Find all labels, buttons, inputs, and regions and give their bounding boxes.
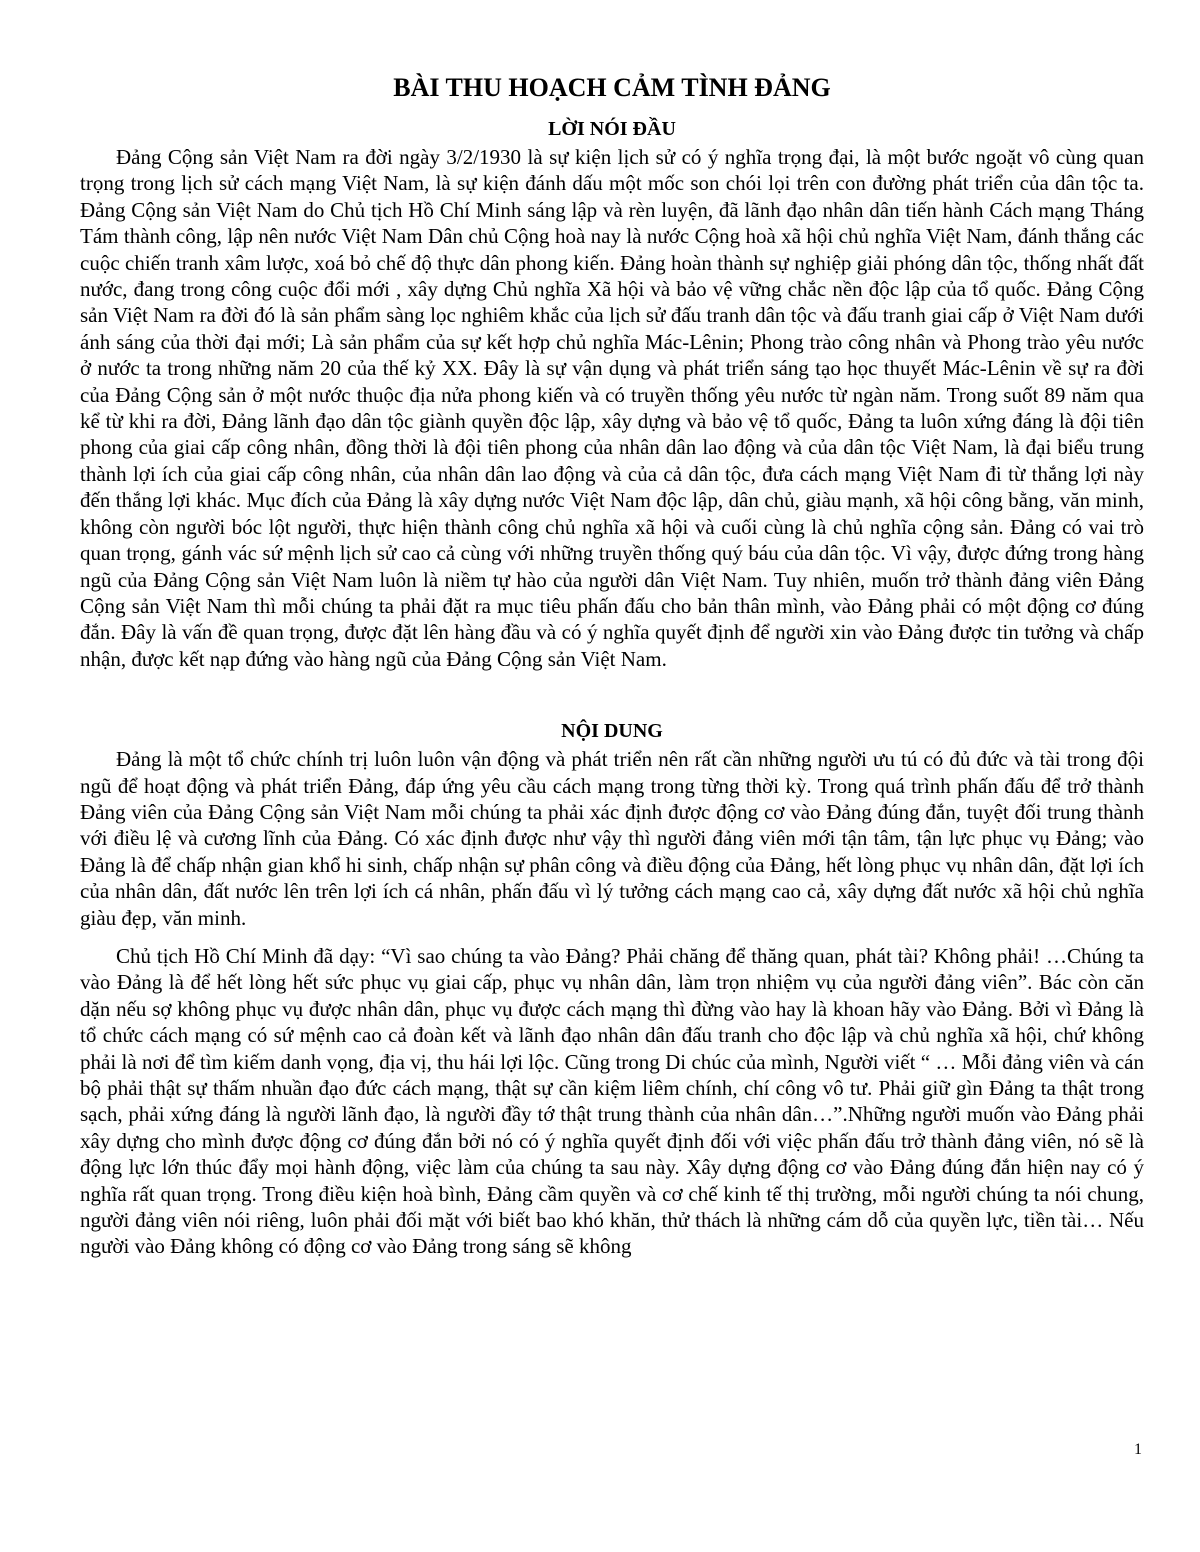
content-paragraph-2: Chủ tịch Hồ Chí Minh đã dạy: “Vì sao chúng ta vào Đảng? Phải chăng để thăng quan, phát tài? Không phải! …Chúng ta vào Đảng là để hết lòng hết sức phục vụ giai cấp, phục vụ nhân dân, làm trọn nhiệm vụ của người đảng viên”. Bác còn căn dặn nếu sợ không phục vụ được nhân dân, phục vụ được cách mạng thì đừng vào hay là khoan hãy vào Đảng. Bởi vì Đảng là tổ chức cách mạng có sứ mệnh cao cả đoàn kết và lãnh đạo nhân dân đấu tranh cho độc lập và chủ nghĩa xã hội, chứ không phải là nơi để tìm kiếm danh vọng, địa vị, thu hái lợi lộc. Cũng trong Di chúc của mình, Người viết “ … Mỗi đảng viên và cán bộ phải thật sự thấm nhuần đạo đức cách mạng, thật sự cần kiệm liêm chính, chí công vô tư. Phải giữ gìn Đảng ta thật trong sạch, phải xứng đáng là người lãnh đạo, là người đầy tớ thật trung thành của nhân dân…”.Những người muốn vào Đảng phải xây dựng cho mình được động cơ đúng đắn bởi nó có ý nghĩa quyết định đối với việc phấn đấu trở thành đảng viên, nó sẽ là động lực lớn thúc đẩy mọi hành động, việc làm của chúng ta sau này. Xây dựng động cơ vào Đảng đúng đắn hiện nay có ý nghĩa rất quan trọng. Trong điều kiện hoà bình, Đảng cầm quyền và cơ chế kinh tế thị trường, mỗi người chúng ta nói chung, người đảng viên nói riêng, luôn phải đối mặt với biết bao khó khăn, thử thách là những cám dỗ của quyền lực, tiền tài… Nếu người vào Đảng không có động cơ vào Đảng trong sáng sẽ không <box>80 943 1144 1259</box>
section-heading-content: NỘI DUNG <box>561 720 663 743</box>
document-title: BÀI THU HOẠCH CẢM TÌNH ĐẢNG <box>393 73 831 102</box>
preface-paragraph: Đảng Cộng sản Việt Nam ra đời ngày 3/2/1930 là sự kiện lịch sử có ý nghĩa trọng đại, là một bước ngoặt vô cùng quan trọng trong lịch sử cách mạng Việt Nam, là sự kiện đánh dấu một mốc son chói lọi trên con đường phát triển của dân tộc ta. Đảng Cộng sản Việt Nam do Chủ tịch Hồ Chí Minh sáng lập và rèn luyện, đã lãnh đạo nhân dân tiến hành Cách mạng Tháng Tám thành công, lập nên nước Việt Nam Dân chủ Cộng hoà nay là nước Cộng hoà xã hội chủ nghĩa Việt Nam, đánh thắng các cuộc chiến tranh xâm lược, xoá bỏ chế độ thực dân phong kiến. Đảng hoàn thành sự nghiệp giải phóng dân tộc, thống nhất đất nước, đang trong công cuộc đổi mới , xây dựng Chủ nghĩa Xã hội và bảo vệ vững chắc nền độc lập của tổ quốc. Đảng Cộng sản Việt Nam ra đời đó là sản phẩm sàng lọc nghiêm khắc của lịch sử đấu tranh dân tộc và đấu tranh giai cấp ở Việt Nam dưới ánh sáng của thời đại mới; Là sản phẩm của sự kết hợp chủ nghĩa Mác-Lênin; Phong trào công nhân và Phong trào yêu nước ở nước ta trong những năm 20 của thế kỷ XX. Đây là sự vận dụng và phát triển sáng tạo học thuyết Mác-Lênin về sự ra đời của Đảng Cộng sản ở một nước thuộc địa nửa phong kiến và có truyền thống yêu nước từ ngàn năm. Trong suốt 89 năm qua kể từ khi ra đời, Đảng lãnh đạo dân tộc giành quyền độc lập, xây dựng và bảo vệ tổ quốc, Đảng ta luôn xứng đáng là đội tiên phong của giai cấp công nhân, đồng thời là đội tiên phong của nhân dân lao động và của dân tộc Việt Nam, là đại biểu trung thành lợi ích của giai cấp công nhân, của nhân dân lao động và của cả dân tộc, đưa cách mạng Việt Nam đi từ thắng lợi này đến thắng lợi khác. Mục đích của Đảng là xây dựng nước Việt Nam độc lập, dân chủ, giàu mạnh, xã hội công bằng, văn minh, không còn người bóc lột người, thực hiện thành công chủ nghĩa xã hội và cuối cùng là chủ nghĩa cộng sản. Đảng có vai trò quan trọng, gánh vác sứ mệnh lịch sử cao cả cùng với những truyền thống quý báu của dân tộc. Vì vậy, được đứng trong hàng ngũ của Đảng Cộng sản Việt Nam luôn là niềm tự hào của người dân Việt Nam. Tuy nhiên, muốn trở thành đảng viên Đảng Cộng sản Việt Nam thì mỗi chúng ta phải đặt ra mục tiêu phấn đấu cho bản thân mình, vào Đảng phải có một động cơ đúng đắn. Đây là vấn đề quan trọng, được đặt lên hàng đầu và có ý nghĩa quyết định để người xin vào Đảng được tin tưởng và chấp nhận, được kết nạp đứng vào hàng ngũ của Đảng Cộng sản Việt Nam. <box>80 145 1144 671</box>
paragraph-spacer <box>80 931 1144 943</box>
page-number: 1 <box>1134 1441 1142 1458</box>
section-spacer <box>80 672 1144 716</box>
content-paragraph-1: Đảng là một tổ chức chính trị luôn luôn vận động và phát triển nên rất cần những người ưu tú có đủ đức và tài trong đội ngũ để hoạt động và phát triển Đảng, đáp ứng yêu cầu cách mạng trong từng thời kỳ. Trong quá trình phấn đấu để trở thành Đảng viên của Đảng Cộng sản Việt Nam mỗi chúng ta phải xác định được động cơ vào Đảng đúng đắn, tuyệt đối trung thành với điều lệ và cương lĩnh của Đảng. Có xác định được như vậy thì người đảng viên mới tận tâm, tận lực phục vụ Đảng; vào Đảng là để chấp nhận gian khổ hi sinh, chấp nhận sự phân công và điều động của Đảng, hết lòng phục vụ nhân dân, đặt lợi ích của nhân dân, đất nước lên trên lợi ích cá nhân, phấn đấu vì lý tưởng cách mạng cao cả, xây dựng đất nước xã hội chủ nghĩa giàu đẹp, văn minh. <box>80 747 1144 930</box>
document-page <box>80 68 1144 1260</box>
section-heading-preface: LỜI NÓI ĐẦU <box>548 118 676 140</box>
